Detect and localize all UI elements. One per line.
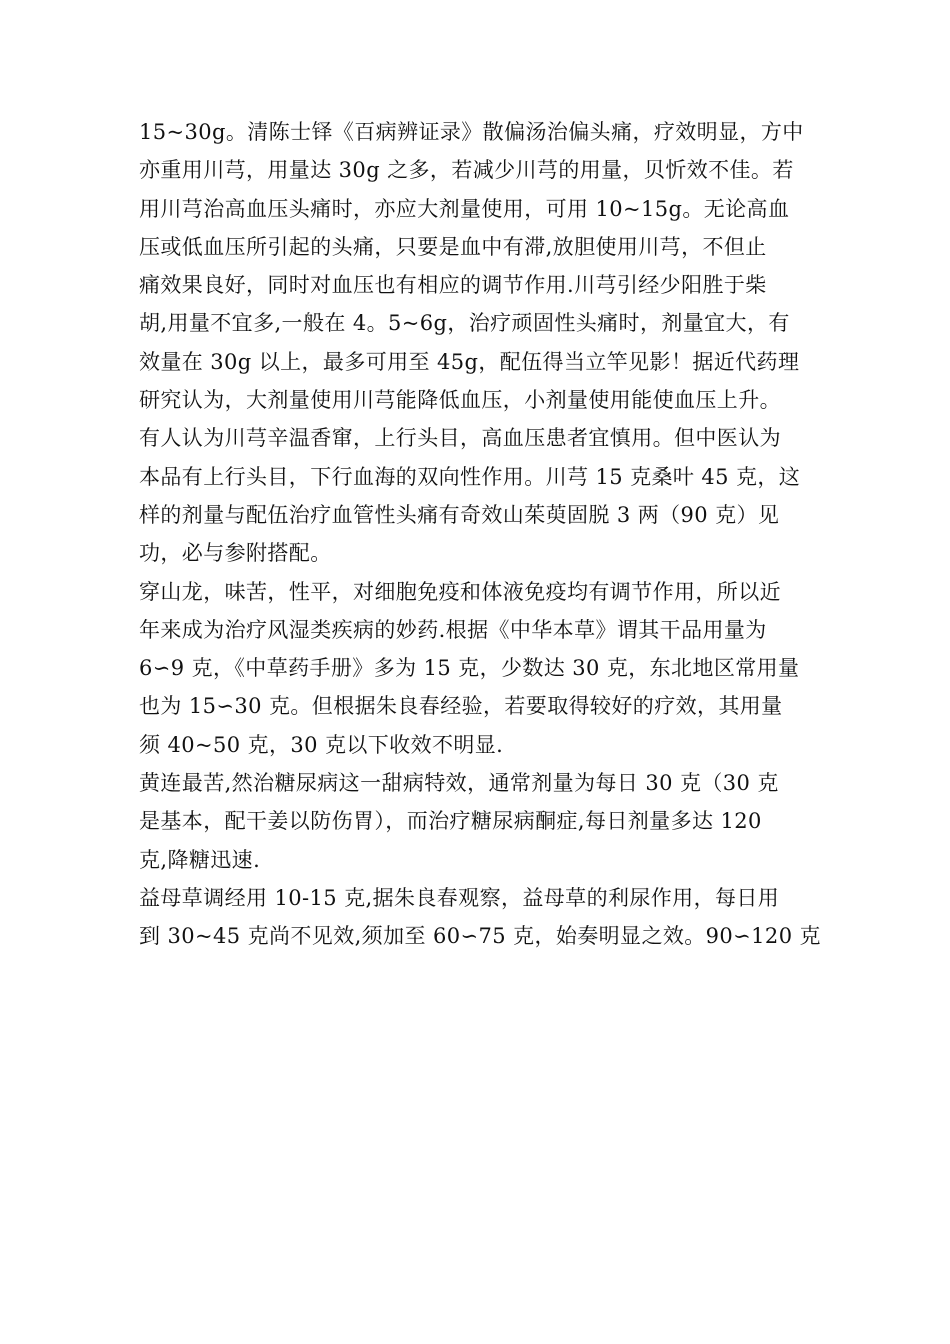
- text-line: 15~30g。清陈士铎《百病辨证录》散偏汤治偏头痛，疗效明显，方中: [139, 120, 804, 144]
- text-line: 用川芎治高血压头痛时，亦应大剂量使用，可用 10~15g。无论高血: [139, 196, 790, 221]
- paragraph-yimucao: [139, 879, 829, 956]
- paragraph-chuanshanlong: [139, 573, 829, 764]
- text-line: 压或低血压所引起的头痛，只要是血中有滞,放胆使用川芎，不但止: [139, 234, 767, 259]
- paragraph-chuanxiong: [139, 113, 829, 573]
- paragraph-huanglian: [139, 764, 829, 879]
- text-line: 效量在 30g 以上，最多可用至 45g，配伍得当立竿见影！据近代药理: [139, 349, 800, 374]
- text-line: 益母草调经用 10-15 克,据朱良春观察，益母草的利尿作用，每日用: [139, 885, 780, 910]
- text-line: 克,降糖迅速.: [139, 847, 261, 872]
- text-line: 功，必与参附搭配。: [139, 541, 332, 566]
- text-line: 到 30~45 克尚不见效,须加至 60∽75 克，始奏明显之效。90∽120 克: [139, 924, 821, 949]
- text-line: 黄连最苦,然治糖尿病这一甜病特效，通常剂量为每日 30 克（30 克: [139, 771, 779, 796]
- text-line: 胡,用量不宜多,一般在 4。5~6g，治疗顽固性头痛时，剂量宜大，有: [139, 311, 790, 336]
- text-line: 6∽9 克，《中草药手册》多为 15 克，少数达 30 克，东北地区常用量: [139, 656, 800, 681]
- text-line: 本品有上行头目，下行血海的双向性作用。川芎 15 克桑叶 45 克，这: [139, 464, 801, 489]
- text-line: 样的剂量与配伍治疗血管性头痛有奇效山茱萸固脱 3 两（90 克）见: [139, 502, 780, 527]
- text-line: 年来成为治疗风湿类疾病的妙药.根据《中华本草》谓其干品用量为: [139, 617, 767, 642]
- text-line: 痛效果良好，同时对血压也有相应的调节作用.川芎引经少阳胜于柴: [139, 273, 767, 298]
- document-body: [139, 113, 829, 956]
- text-line: 须 40~50 克，30 克以下收效不明显.: [139, 732, 504, 757]
- text-line: 研究认为，大剂量使用川芎能降低血压，小剂量使用能使血压上升。: [139, 388, 781, 413]
- text-line: 有人认为川芎辛温香窜，上行头目，高血压患者宜慎用。但中医认为: [139, 426, 781, 451]
- text-line: 亦重用川芎，用量达 30g 之多，若减少川芎的用量，贝忻效不佳。若: [139, 158, 794, 183]
- text-line: 穿山龙，味苦，性平，对细胞免疫和体液免疫均有调节作用，所以近: [139, 579, 781, 604]
- text-line: 是基本，配干姜以防伤胃），而治疗糖尿病酮症,每日剂量多达 120: [139, 809, 762, 834]
- text-line: 也为 15∽30 克。但根据朱良春经验，若要取得较好的疗效，其用量: [139, 694, 783, 719]
